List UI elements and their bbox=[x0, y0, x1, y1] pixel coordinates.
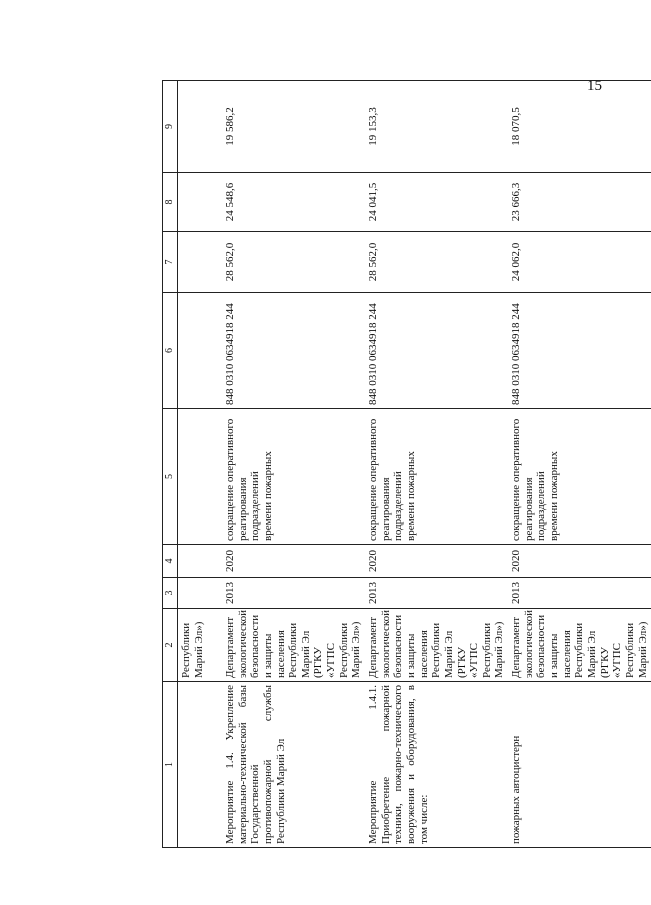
col-header-4: 4 bbox=[163, 545, 178, 578]
value-col8: 24 041,5 bbox=[365, 173, 508, 232]
measure-name: Мероприятие 1.4.1. Приобретение пожарной техники, пожарно-технического вооружения и оборудования, в том числе: bbox=[365, 682, 508, 848]
expected-result-extra: времени пожарных bbox=[404, 451, 417, 541]
expected-result-extra: времени пожарных bbox=[548, 451, 561, 541]
expected-result-text: сокращение оперативного реагирования подразделений bbox=[510, 418, 548, 541]
end-year: 2020 bbox=[222, 545, 365, 578]
end-year: 2020 bbox=[365, 545, 508, 578]
start-year: 2013 bbox=[508, 578, 651, 609]
responsible-org: Департамент экологической безопасности и защиты населения Республики Марий Эл (РГКУ «УГПС Республики Марий Эл») bbox=[365, 609, 508, 682]
rotated-table-wrapper bbox=[162, 90, 649, 848]
col-header-9: 9 bbox=[163, 81, 178, 173]
end-year: 2020 bbox=[508, 545, 651, 578]
expected-result bbox=[222, 409, 365, 545]
expected-result-extra: времени пожарных bbox=[261, 451, 274, 541]
expected-result-text: сокращение оперативного реагирования подразделений bbox=[367, 418, 405, 541]
value-col7: 28 562,0 bbox=[365, 232, 508, 293]
table-row bbox=[222, 81, 365, 848]
column-number-row bbox=[163, 81, 178, 848]
col-header-5: 5 bbox=[163, 409, 178, 545]
continuation-org: Республики Марий Эл») bbox=[178, 609, 223, 682]
value-col9: 19 153,3 bbox=[365, 81, 508, 173]
expected-result bbox=[508, 409, 651, 545]
col-header-7: 7 bbox=[163, 232, 178, 293]
col-header-2: 2 bbox=[163, 609, 178, 682]
measure-name: Мероприятие 1.4. Укрепление материально-технической базы Государственной противопожарной службы Республики Марий Эл bbox=[222, 682, 365, 848]
value-col8: 24 548,6 bbox=[222, 173, 365, 232]
table-row bbox=[508, 81, 651, 848]
col-header-3: 3 bbox=[163, 578, 178, 609]
budget-code: 848 0310 0634918 244 bbox=[222, 293, 365, 409]
value-col7: 28 562,0 bbox=[222, 232, 365, 293]
value-col8: 23 666,3 bbox=[508, 173, 651, 232]
expected-result bbox=[365, 409, 508, 545]
continuation-row bbox=[178, 81, 223, 848]
value-col9: 19 586,2 bbox=[222, 81, 365, 173]
table-row bbox=[365, 81, 508, 848]
measure-name: пожарных автоцистерн bbox=[508, 682, 651, 848]
col-header-8: 8 bbox=[163, 173, 178, 232]
value-col7: 24 062,0 bbox=[508, 232, 651, 293]
responsible-org: Департамент экологической безопасности и защиты населения Республики Марий Эл (РГКУ «УГПС Республики Марий Эл») bbox=[508, 609, 651, 682]
expected-result-text: сокращение оперативного реагирования подразделений bbox=[224, 418, 262, 541]
start-year: 2013 bbox=[365, 578, 508, 609]
budget-code: 848 0310 0634918 244 bbox=[508, 293, 651, 409]
col-header-6: 6 bbox=[163, 293, 178, 409]
program-table bbox=[162, 80, 651, 848]
value-col9: 18 070,5 bbox=[508, 81, 651, 173]
page-number: 15 bbox=[587, 78, 602, 94]
budget-code: 848 0310 0634918 244 bbox=[365, 293, 508, 409]
col-header-1: 1 bbox=[163, 682, 178, 848]
start-year: 2013 bbox=[222, 578, 365, 609]
responsible-org: Департамент экологической безопасности и защиты населения Республики Марий Эл (РГКУ «УГПС Республики Марий Эл») bbox=[222, 609, 365, 682]
